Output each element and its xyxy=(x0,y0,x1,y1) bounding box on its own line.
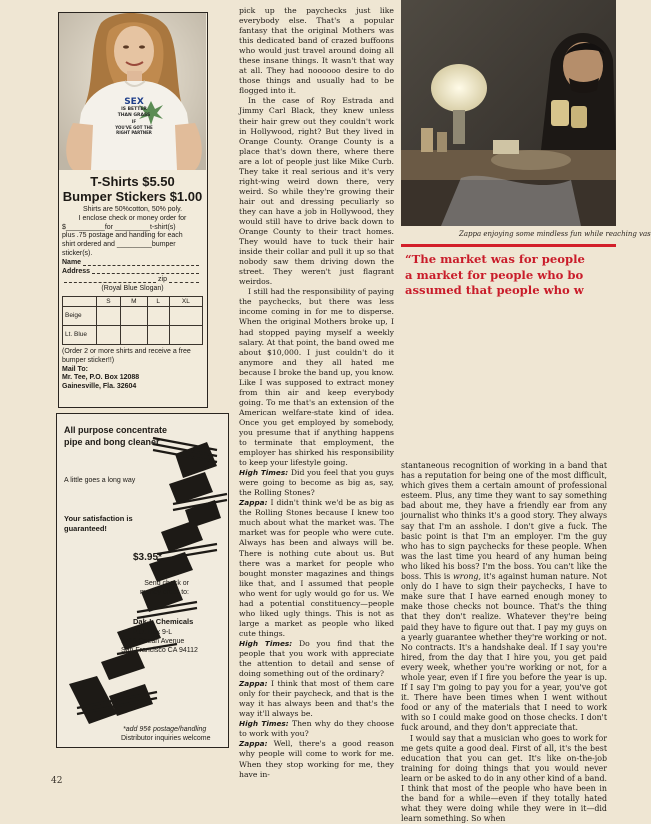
mail-address-1: Mr. Tee, P.O. Box 12088 xyxy=(62,374,140,382)
bumper-count-line[interactable]: shirt ordered and _________bumper xyxy=(62,241,176,249)
shirt-line-2: IS BETTER xyxy=(121,107,147,112)
company-address-3: San Francisco CA 94112 xyxy=(121,647,198,654)
slogan-color-note: (Royal Blue Slogan) xyxy=(101,285,164,293)
size-order-table xyxy=(62,296,203,345)
size-corner xyxy=(63,296,97,306)
zip-field[interactable] xyxy=(62,276,203,285)
shirt-slogan xyxy=(103,97,165,135)
paragraph-text: Did you feel that you guys were going to become as big as, say, the Rolling Stones? xyxy=(239,468,395,498)
size-s: S xyxy=(97,296,121,306)
shirt-line-6: RIGHT PARTNER xyxy=(116,130,152,135)
photo-caption: Zappa enjoying some mindless fun while reaching vas xyxy=(459,230,651,238)
address-field[interactable] xyxy=(62,268,203,277)
article-paragraph xyxy=(239,6,394,96)
cleaner-tagline: A little goes a long way xyxy=(64,477,136,484)
speaker-zappa: Zappa: xyxy=(239,679,268,689)
order-cell[interactable] xyxy=(120,306,147,325)
order-cell[interactable] xyxy=(169,325,202,344)
company-name: Dak-L Chemicals xyxy=(133,617,194,626)
mail-to-label: Mail To: xyxy=(62,365,88,373)
send-note: Send check or money order to: xyxy=(139,580,189,596)
order-cell[interactable] xyxy=(147,306,169,325)
cleaner-price: $3.95* xyxy=(133,552,162,563)
speaker-high-times: High Times: xyxy=(239,468,289,478)
table-row xyxy=(63,325,203,344)
free-sticker-note: (Order 2 or more shirts and receive a free bumper sticker!!) xyxy=(62,347,191,364)
satisfaction-guarantee: Your satisfaction is guaranteed! xyxy=(64,514,133,533)
amount-line[interactable]: $__________for _________t-shirt(s) xyxy=(62,223,176,231)
size-header-row xyxy=(63,296,203,306)
cleaner-headline: All purpose concentrate pipe and bong cleaner xyxy=(64,425,168,447)
postage-footnote: *add 95¢ postage/handling xyxy=(123,726,207,733)
mail-address-2: Gainesville, Fla. 32604 xyxy=(62,383,137,391)
woman-in-tshirt-illustration xyxy=(59,13,206,170)
paragraph-text: I think that most of them care only for their paycheck, and that is the way it has always been and that's the way it'll always be. xyxy=(239,679,394,719)
company-address-1: P.O. Box 9-L xyxy=(133,629,173,636)
company-address-2: 1716 Ocean Avenue xyxy=(121,638,185,645)
article-paragraph xyxy=(401,461,607,734)
zappa-scene-illustration xyxy=(401,0,616,226)
order-cell[interactable] xyxy=(97,325,121,344)
article-paragraph xyxy=(239,96,394,287)
enclose-note: I enclose check or money order for xyxy=(78,214,187,222)
emphasis-text: wrong, xyxy=(453,572,481,582)
brand-name xyxy=(57,414,58,415)
size-m: M xyxy=(120,296,147,306)
interview-answer xyxy=(239,679,394,719)
paragraph-text: it's against human nature. Not only do I have to sign their paychecks, I have to make sure that I have earned enough money to make those checks not bounce. That's the thing that they don't realize. Whatever they're being paid they have to figure out that. I pay my guys on a yearly guarantee whether they're working or not. No contracts. It's a handshake deal. If I say you're hired, from the day that I hire you, you get paid every week, whether you're working or not, for a whole year, even if I fire you before the year is up. If I say I'm going to pay you for a year, you've got it. There have been times when I went without food or any of the materials that I need to work with so I could make good on those checks. I don't fuck around, and they don't appreciate that. xyxy=(401,572,607,733)
article-paragraph xyxy=(239,287,394,468)
pullquote-line-3: assumed that people who w xyxy=(405,283,584,297)
tshirt-photo xyxy=(59,13,206,170)
order-cell[interactable] xyxy=(169,306,202,325)
tshirt-price-heading: T-Shirts $5.50 xyxy=(90,174,175,189)
interview-question xyxy=(239,468,394,498)
article-paragraph xyxy=(401,734,607,824)
address-label: Address xyxy=(62,267,91,275)
interview-question xyxy=(239,719,394,739)
speaker-zappa: Zappa: xyxy=(239,739,268,749)
interview-answer xyxy=(239,739,394,779)
interview-answer xyxy=(239,498,394,639)
article-column-right xyxy=(401,461,607,824)
speaker-high-times: High Times: xyxy=(239,719,289,729)
shirt-line-5: YOU'VE GOT THE xyxy=(115,125,153,130)
paragraph-text: stantaneous recognition of working in a band that has a reputation for being one of the most difficult, which gives them a certain amount of professional esteem. Plus, any time they want to say something bad about me, they have a friendly ear from any journalist who thinks it's a good story. They always say that I'm an asshole. I don't give a fuck. The basic point is that I'm an employer. I'm the guy who has to sign paychecks for these people. When was the last time you heard of any human being who liked his boss? I'm the boss. You can't like the boss. This is xyxy=(401,461,607,582)
paragraph-text: I would say that a musician who goes to work for me gets quite a good deal. First of all, it's the best education that you can get. It's like on-the-job training for doing things that you would never learn or be asked to do in any other kind of a band. I think that most of the people who have been in the band for a while—even if they totally hated what they were doing while they were in it—did learn something. So when xyxy=(401,733,607,824)
size-xl: XL xyxy=(169,296,202,306)
pullquote-line-1: “The market was for people xyxy=(405,252,585,266)
tshirt-ad xyxy=(58,12,208,408)
order-cell[interactable] xyxy=(147,325,169,344)
size-l: L xyxy=(147,296,169,306)
speaker-high-times: High Times: xyxy=(239,638,293,648)
row-label-lt-blue: Lt. Blue xyxy=(63,325,97,344)
shirt-line-4: IF xyxy=(131,119,137,124)
row-label-beige: Beige xyxy=(63,306,97,325)
table-row xyxy=(63,306,203,325)
sticker-label: sticker(s). xyxy=(62,249,93,257)
paragraph-text: I still had the responsibility of paying the paychecks, but there was less income coming in for me to disperse. When the original Mothers broke up, I had stopped paying myself a weekly salary. At that point, the band owed me about $10,000. I just couldn't do it anymore and they all hated me because I broke the band up, you know. Like I was supposed to extract money from thin air and keep everybody going. To me that's an extension of the American welfare-state kind of idea. Once you get employed by somebody, you presume that if anything happens to terminate that employment, the employer has shirked his responsibility to keep your lifestyle going. xyxy=(239,287,394,468)
paragraph-text: I didn't think we'd be as big as the Rolling Stones because I knew too much about what the market was. The market was for people who were cute. Always has been and always will be. There is nothing cute about us. But there was a market for people who bought monster magazines and things like that, and I assumed that people who went for ugly would go for us. We had a potential constituency—people who liked ugly things. This is not as large a market as people who liked cute things. xyxy=(239,498,394,638)
bumper-price-heading: Bumper Stickers $1.00 xyxy=(62,189,203,204)
postage-note: plus .75 postage and handling for each xyxy=(62,232,183,240)
paragraph-text: Then why do they choose to work with you? xyxy=(239,719,394,739)
paragraph-text: Do you find that the people that you work with appreciate the attention to detail and sense of doing something out of the ordinary? xyxy=(239,638,394,679)
page-number: 42 xyxy=(51,776,63,786)
distributor-note: Distributor inquiries welcome xyxy=(121,735,211,742)
zip-label: zip xyxy=(158,276,167,284)
paragraph-text: pick up the paychecks just like everybody else. That's a popular fantasy that the original Mothers was this dedicated band of crazed buffoons who would just travel around doing all these insane things. It wasn't that way at all. They had noooooo desire to do those things and usually had to be flogged into it. xyxy=(239,6,394,96)
pullquote xyxy=(405,252,616,299)
fabric-note: Shirts are 50%cotton, 50% poly. xyxy=(82,206,183,213)
order-cell[interactable] xyxy=(97,306,121,325)
order-cell[interactable] xyxy=(120,325,147,344)
article-column-middle xyxy=(239,6,394,780)
pullquote-line-2: a market for people who bo xyxy=(405,267,584,282)
shirt-line-1: SEX xyxy=(124,97,144,107)
interview-question xyxy=(239,639,394,679)
zappa-photo xyxy=(401,0,616,226)
cleaner-ad xyxy=(56,413,229,748)
speaker-zappa: Zappa: xyxy=(239,498,268,508)
shirt-line-3: THAN GRASS xyxy=(117,113,151,118)
name-label: Name xyxy=(62,258,82,266)
tshirt-order-form xyxy=(59,171,206,392)
paragraph-text: In the case of Roy Estrada and Jimmy Carl Black, they knew unless their hair grew out they couldn't work in Hollywood, right? But they lived in Orange County. Orange County is a place that's down there, where there are a lot of people just like Mike Curb. They take it real serious and it's very right-wing weird down there, very weird. So while they're growing their hair out and dressing peculiarly so they can have a job in Hollywood, they would still have to drive back down to Orange County to their tract homes. They would have to tuck their hair inside their collar and pull it up so that nobody saw them driving down the street. They weren't just flagrant weirdos. xyxy=(239,96,394,287)
pullquote-rule xyxy=(401,244,616,247)
paragraph-text: Well, there's a good reason why people will come to work for me. When they stop working for me, they have in- xyxy=(239,739,394,779)
name-field[interactable] xyxy=(62,259,203,268)
